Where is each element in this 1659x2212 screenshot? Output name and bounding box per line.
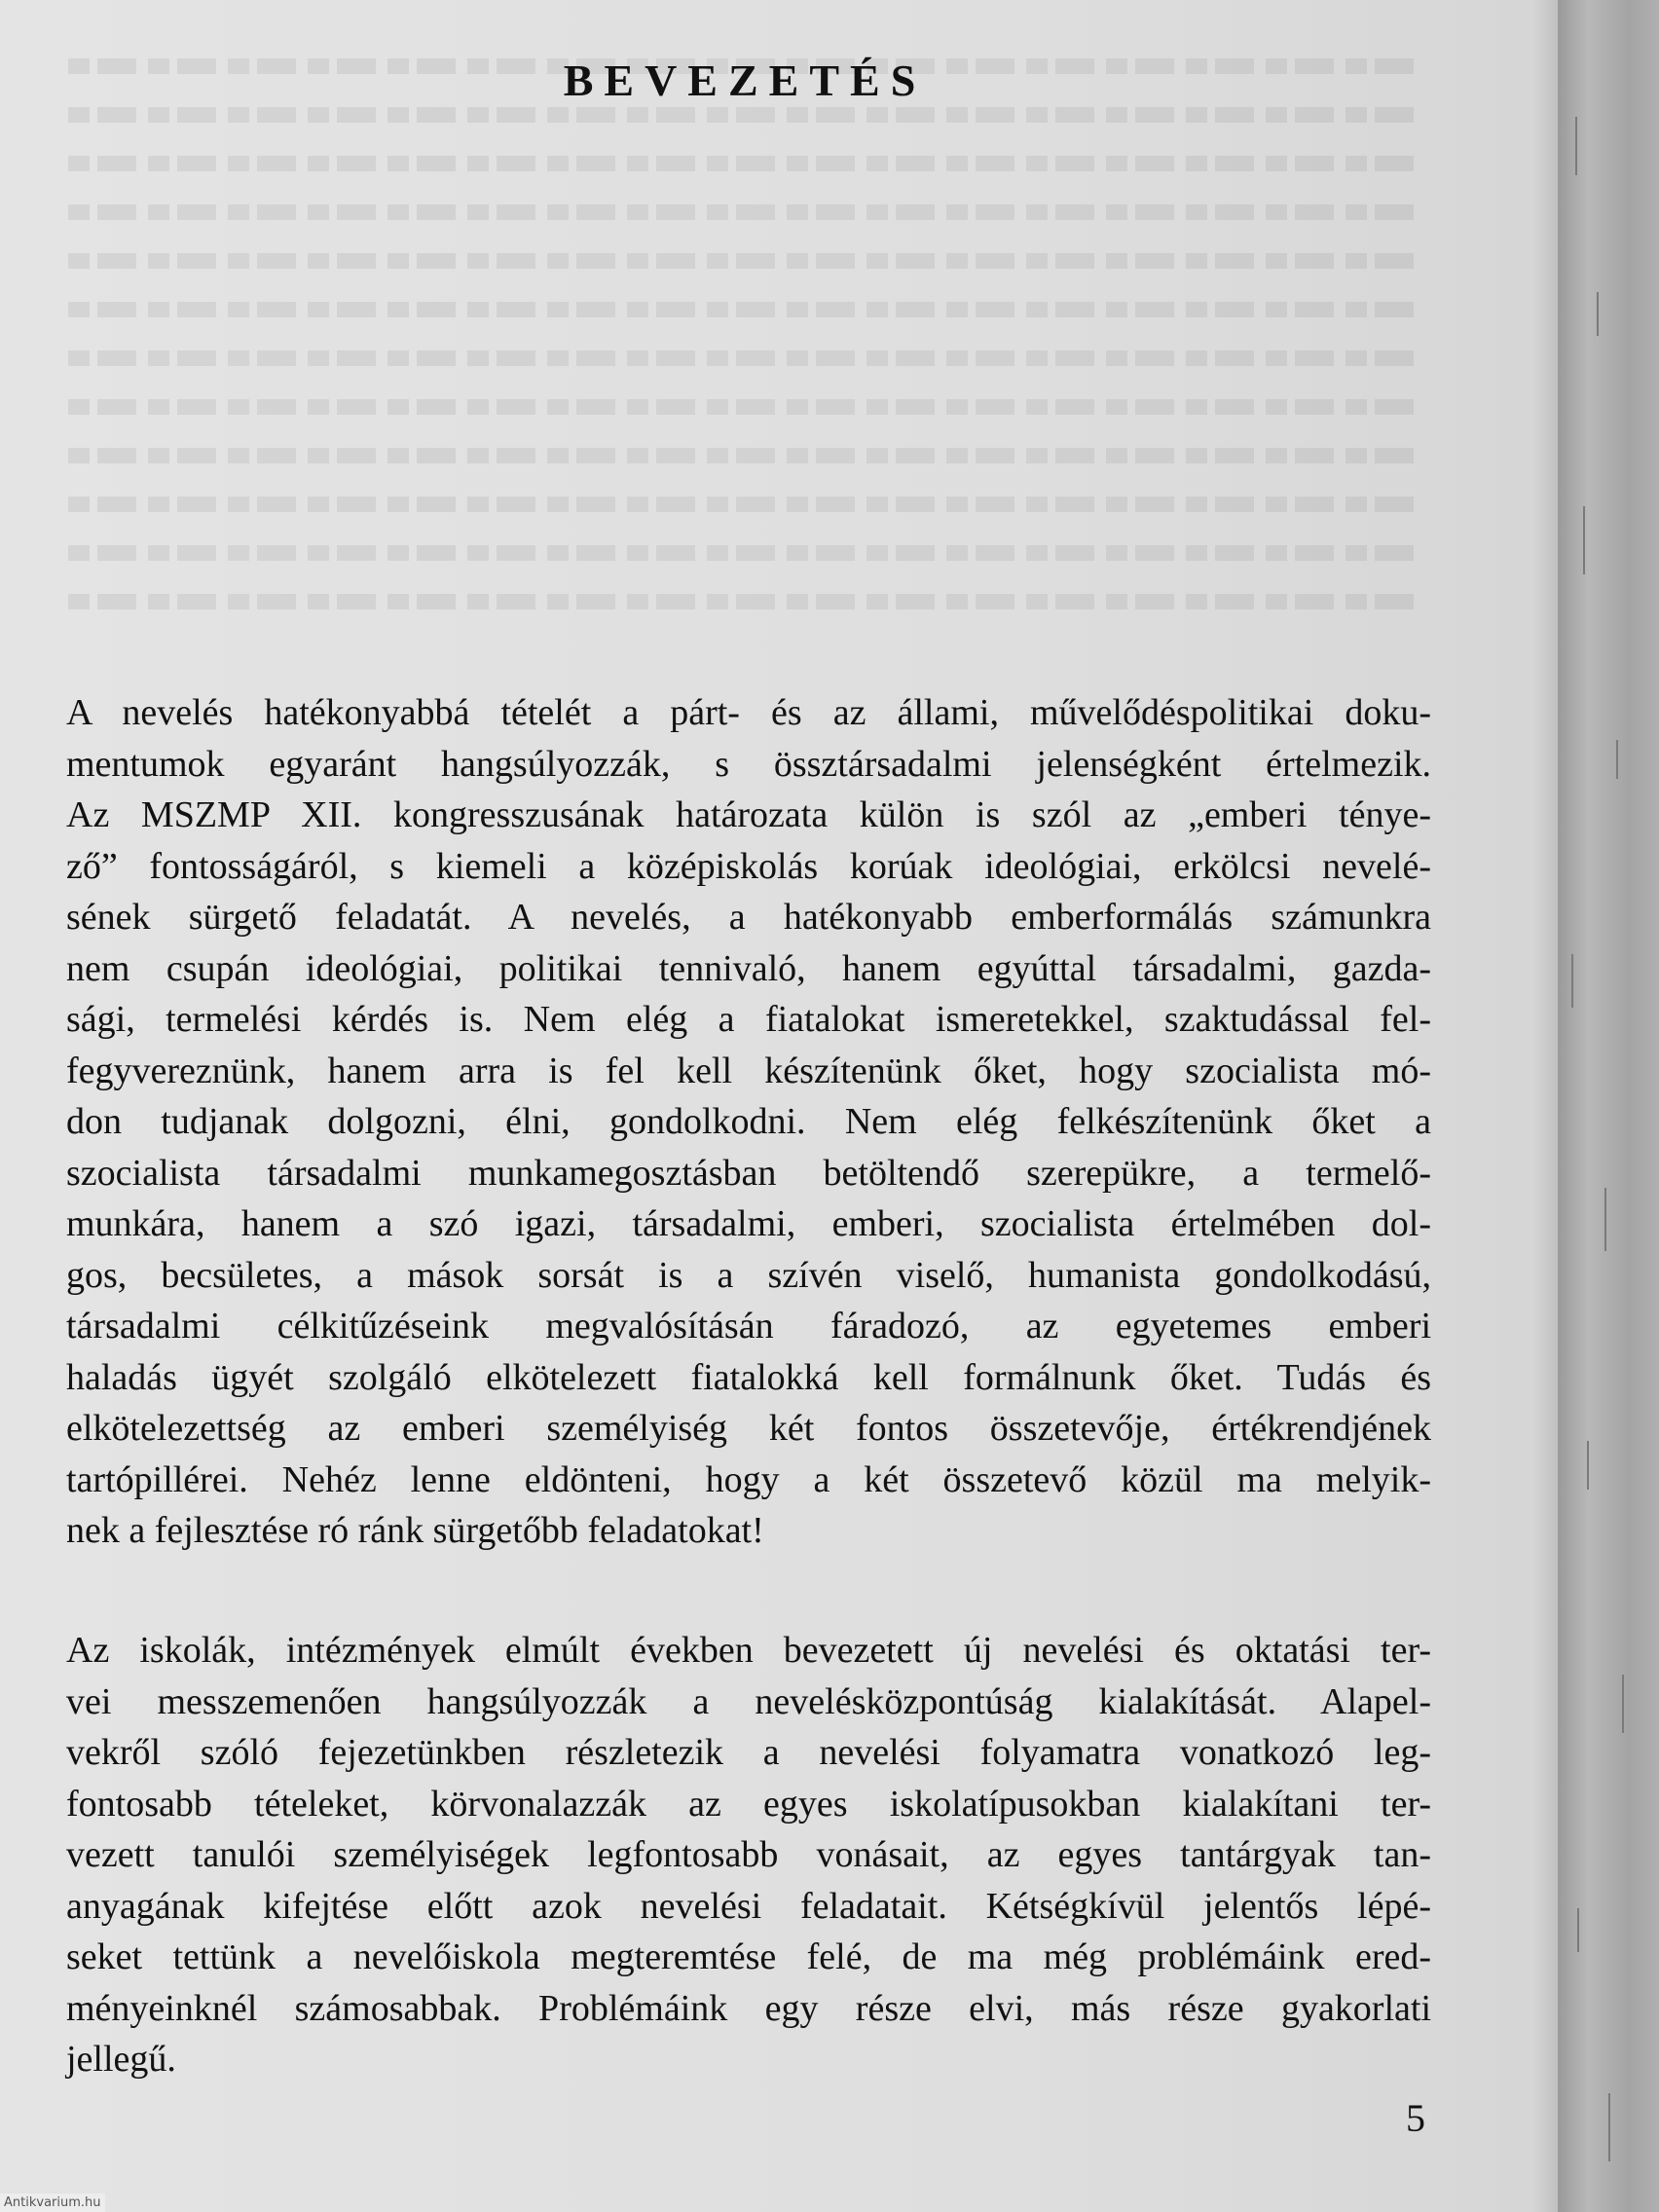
text-line: nem csupán ideológiai, politikai tennivaló, hanem egyúttal társadalmi, gazda- (66, 947, 1431, 989)
text-line: ményeinknél számosabbak. Problémáink egy része elvi, más része gyakorlati (66, 1987, 1431, 2029)
text-line: vei messzemenően hangsúlyozzák a nevelésközpontúság kialakítását. Alapel- (66, 1680, 1431, 1722)
page-number: 5 (1406, 2096, 1425, 2140)
text-line: Az iskolák, intézmények elmúlt években bevezetett új nevelési és oktatási ter- (66, 1630, 1431, 1671)
text-line: don tudjanak dolgozni, élni, gondolkodni. Nem elég felkészítenünk őket a (66, 1101, 1431, 1142)
text-line: anyagának kifejtése előtt azok nevelési feladatait. Kétségkívül jelentős lépé- (66, 1885, 1431, 1927)
paragraph-2 (66, 1625, 1431, 2085)
text-line: mentumok egyaránt hangsúlyozzák, s össztársadalmi jelenségként értelmezik. (66, 743, 1431, 785)
text-line: társadalmi célkitűzéseink megvalósításán fáradozó, az egyetemes emberi (66, 1306, 1431, 1346)
book-spine (1558, 0, 1659, 2212)
text-line: ző” fontosságáról, s kiemeli a középiskolás korúak ideológiai, erkölcsi nevelé- (66, 845, 1431, 887)
text-line: elkötelezettség az emberi személyiség két fontos összetevője, értékrendjének (66, 1408, 1431, 1449)
text-line: Az MSZMP XII. kongresszusának határozata külön is szól az „emberi ténye- (66, 794, 1431, 835)
watermark: Antikvarium.hu (0, 2194, 105, 2212)
text-line: munkára, hanem a szó igazi, társadalmi, emberi, szocialista értelmében dol- (66, 1203, 1431, 1244)
text-line: tartópillérei. Nehéz lenne eldönteni, hogy a két összetevő közül ma melyik- (66, 1458, 1431, 1500)
text-line: sének sürgető feladatát. A nevelés, a hatékonyabb emberformálás számunkra (66, 897, 1431, 938)
text-line: jellegű. (66, 2039, 176, 2080)
text-line: seket tettünk a nevelőiskola megteremtése felé, de ma még problémáink ered- (66, 1936, 1431, 1977)
text-line: fontosabb tételeket, körvonalazzák az egyes iskolatípusokban kialakítani ter- (66, 1783, 1431, 1825)
text-line: haladás ügyét szolgáló elkötelezett fiatalokká kell formálnunk őket. Tudás és (66, 1356, 1431, 1398)
text-line: gos, becsületes, a mások sorsát is a szívén viselő, humanista gondolkodású, (66, 1254, 1431, 1296)
text-line: szocialista társadalmi munkamegosztásban betöltendő szerepükre, a termelő- (66, 1152, 1431, 1194)
spine-shadow (1532, 0, 1558, 2212)
text-line: A nevelés hatékonyabbá tételét a párt- és az állami, művelődéspolitikai doku- (66, 692, 1431, 733)
paragraph-1 (66, 687, 1431, 1557)
text-line: vezett tanulói személyiségek legfontosabb vonásait, az egyes tantárgyak tan- (66, 1834, 1431, 1875)
chapter-title: BEVEZETÉS (563, 55, 927, 105)
text-line: fegyvereznünk, hanem arra is fel kell készítenünk őket, hogy szocialista mó- (66, 1050, 1431, 1091)
text-line: sági, termelési kérdés is. Nem elég a fiatalokat ismeretekkel, szaktudással fel- (66, 999, 1431, 1040)
show-through-text (68, 58, 1421, 682)
text-line: nek a fejlesztése ró ránk sürgetőbb feladatokat! (66, 1510, 764, 1551)
text-line: vekről szóló fejezetünkben részletezik a nevelési folyamatra vonatkozó leg- (66, 1732, 1431, 1773)
